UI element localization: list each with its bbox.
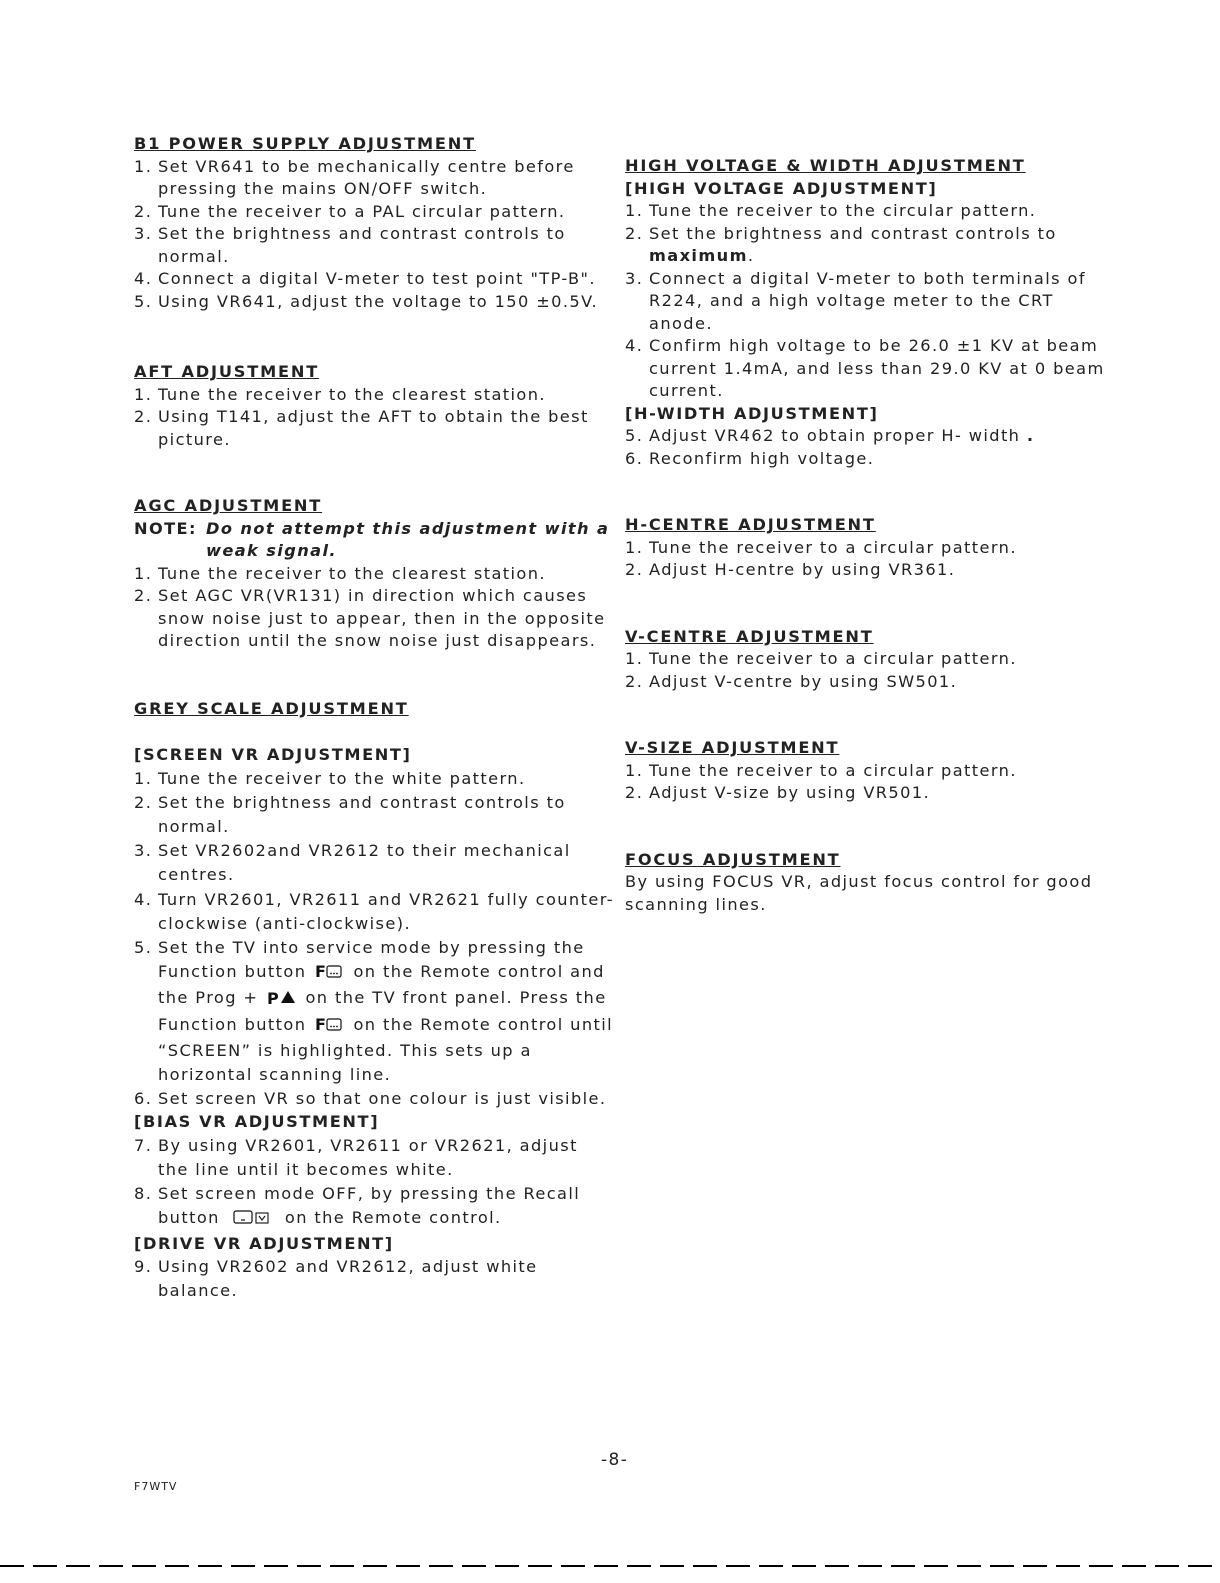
v-centre-section <box>625 626 1105 694</box>
list-item: 6. Reconfirm high voltage. <box>625 448 875 468</box>
agc-note <box>134 518 614 563</box>
list-item: 9. Using VR2602 and VR2612, adjust white balance. <box>134 1257 538 1301</box>
b1-power-supply-section <box>134 133 614 313</box>
function-button-icon <box>315 962 345 986</box>
list-item: 2. Set the brightness and contrast controls to normal. <box>134 792 566 836</box>
list-item: 1. Tune the receiver to the white pattern. <box>134 768 526 788</box>
grey-scale-section <box>134 698 614 1304</box>
list-item: 2. Adjust V-size by using VR501. <box>625 783 931 802</box>
agc-title: AGC ADJUSTMENT <box>134 496 323 515</box>
list-item: 2. Set the brightness and contrast controls to maximum. <box>625 223 1057 265</box>
recall-button-icon <box>228 1208 276 1232</box>
list-item: 1. Tune the receiver to the circular pattern. <box>625 201 1037 220</box>
page-number: -8- <box>601 1450 629 1470</box>
v-size-title: V-SIZE ADJUSTMENT <box>625 738 840 757</box>
list-item: 1. Tune the receiver to a circular pattern. <box>625 537 1017 557</box>
high-voltage-section <box>625 155 1105 470</box>
list-item: 5. Using VR641, adjust the voltage to 150 ±0.5V. <box>134 291 599 311</box>
grey-title: GREY SCALE ADJUSTMENT <box>134 698 409 718</box>
page-edge-dashes <box>0 1565 1220 1567</box>
list-item: 8. Set screen mode OFF, by pressing the Recall button on the Remote control. <box>134 1182 614 1232</box>
list-item: 1. Tune the receiver to the clearest station. <box>134 563 546 583</box>
note-text: Do not attempt this adjustment with a weak signal. <box>206 518 610 560</box>
svg-text:P: P <box>266 989 281 1006</box>
list-item: 3. Connect a digital V-meter to both terminals of R224, and a high voltage meter to the CRT anode. <box>625 268 1086 333</box>
list-item: 1. Tune the receiver to a circular pattern. <box>625 760 1017 780</box>
h-centre-section <box>625 514 1105 582</box>
list-item: 1. Tune the receiver to the clearest station. <box>134 384 546 404</box>
list-item: 7. By using VR2601, VR2611 or VR2621, adjust the line until it becomes white. <box>134 1135 578 1180</box>
aft-section <box>134 361 614 451</box>
list-item: 4. Confirm high voltage to be 26.0 ±1 KV at beam current 1.4mA, and less than 29.0 KV at 0 beam current. <box>625 336 1105 400</box>
note-label: NOTE: <box>134 518 197 538</box>
focus-text: By using FOCUS VR, adjust focus control for good scanning lines. <box>625 872 1093 914</box>
list-item: 2. Using T141, adjust the AFT to obtain the best picture. <box>134 407 589 449</box>
focus-section <box>625 849 1105 917</box>
b1-title: B1 POWER SUPPLY ADJUSTMENT <box>134 134 476 153</box>
list-item: 2. Adjust V-centre by using SW501. <box>625 671 958 691</box>
focus-title: FOCUS ADJUSTMENT <box>625 849 841 869</box>
v-size-section <box>625 737 1105 805</box>
bias-vr-subheading: [BIAS VR ADJUSTMENT] <box>134 1112 380 1132</box>
h-centre-title: H-CENTRE ADJUSTMENT <box>625 515 876 534</box>
screen-vr-subheading: [SCREEN VR ADJUSTMENT] <box>134 745 412 764</box>
svg-text:F: F <box>314 1015 328 1032</box>
high-voltage-title: HIGH VOLTAGE & WIDTH ADJUSTMENT <box>625 156 1026 175</box>
list-item: 6. Set screen VR so that one colour is just visible. <box>134 1089 607 1109</box>
list-item: 2. Adjust H-centre by using VR361. <box>625 560 956 579</box>
v-centre-title: V-CENTRE ADJUSTMENT <box>625 626 874 646</box>
list-item: 1. Set VR641 to be mechanically centre before pressing the mains ON/OFF switch. <box>134 156 575 198</box>
right-column <box>625 155 1105 916</box>
h-width-subheading: [H-WIDTH ADJUSTMENT] <box>625 403 879 423</box>
svg-text:F: F <box>314 963 328 980</box>
list-item: 2. Tune the receiver to a PAL circular pattern. <box>134 201 566 221</box>
list-item: 5. Adjust VR462 to obtain proper H- width . <box>625 426 1035 445</box>
prog-up-icon <box>267 988 297 1012</box>
left-column <box>134 133 614 1304</box>
list-item: 3. Set VR2602and VR2612 to their mechanical centres. <box>134 841 571 885</box>
function-button-icon <box>315 1015 345 1039</box>
list-item: 1. Tune the receiver to a circular pattern. <box>625 649 1017 668</box>
list-item: 2. Set AGC VR(VR131) in direction which causes snow noise just to appear, then in the opposite direction until the snow noise just disappears. <box>134 586 606 650</box>
agc-section <box>134 495 614 653</box>
aft-title: AFT ADJUSTMENT <box>134 362 320 381</box>
list-item: 4. Turn VR2601, VR2611 and VR2621 fully counter-clockwise (anti-clockwise). <box>134 889 614 933</box>
list-item: 4. Connect a digital V-meter to test point "TP-B". <box>134 269 596 288</box>
high-voltage-subheading: [HIGH VOLTAGE ADJUSTMENT] <box>625 178 938 198</box>
list-item: 5. Set the TV into service mode by pressing the Function button F on the Remote control and the Prog + P on the TV front panel. Press the Function button F on the Remote control until “SCREEN” is highlighted. This sets up a horizontal scanning line. <box>134 937 614 1084</box>
model-code: F7WTV <box>134 1480 178 1493</box>
drive-vr-subheading: [DRIVE VR ADJUSTMENT] <box>134 1233 394 1253</box>
list-item: 3. Set the brightness and contrast controls to normal. <box>134 224 566 266</box>
